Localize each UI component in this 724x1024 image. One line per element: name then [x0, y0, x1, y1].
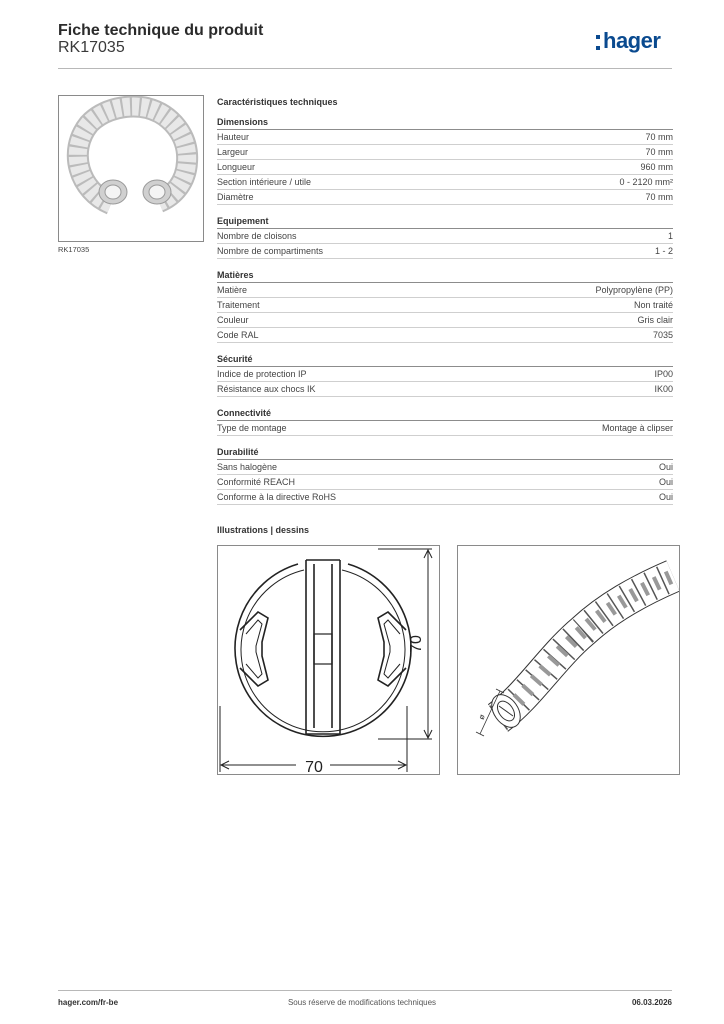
dimension-width-label: 70 [305, 759, 323, 774]
spec-value: Oui [658, 477, 673, 487]
spec-row [217, 229, 673, 244]
section-title: Durabilité [217, 445, 673, 460]
spec-row [217, 190, 673, 205]
spec-label: Couleur [217, 315, 249, 325]
spec-label: Nombre de compartiments [217, 246, 324, 256]
spec-label: Code RAL [217, 330, 259, 340]
logo-colon-icon [596, 28, 601, 55]
spec-value: Polypropylène (PP) [595, 285, 673, 295]
spec-label: Conformité REACH [217, 477, 296, 487]
spec-row [217, 175, 673, 190]
spec-row [217, 421, 673, 436]
spec-row [217, 313, 673, 328]
technical-specs [217, 97, 673, 514]
specs-title: Caractéristiques techniques [217, 97, 338, 107]
diameter-symbol-label: ø [476, 712, 487, 722]
cross-section-diagram [218, 546, 439, 774]
spec-row [217, 460, 673, 475]
spec-value: Oui [658, 492, 673, 502]
spec-value: Oui [658, 462, 673, 472]
spec-label: Matière [217, 285, 248, 295]
spec-value: Non traité [633, 300, 673, 310]
footer-date: 06.03.2026 [631, 998, 672, 1007]
spec-row [217, 475, 673, 490]
spec-row [217, 160, 673, 175]
spec-row [217, 298, 673, 313]
spec-label: Résistance aux chocs IK [217, 384, 316, 394]
spec-label: Traitement [217, 300, 260, 310]
section-title: Connectivité [217, 406, 673, 421]
isometric-drawing [457, 545, 680, 775]
spec-row [217, 382, 673, 397]
spec-row [217, 328, 673, 343]
spec-value: 1 - 2 [654, 246, 673, 256]
header-divider [58, 68, 672, 69]
spec-label: Hauteur [217, 132, 250, 142]
spec-section-matieres [217, 268, 673, 343]
section-title: Equipement [217, 214, 673, 229]
dimension-height-label: 70 [408, 635, 425, 653]
spec-value: 960 mm [640, 162, 673, 172]
spec-row [217, 244, 673, 259]
spec-section-securite [217, 352, 673, 397]
footer-disclaimer: Sous réserve de modifications techniques [287, 998, 437, 1007]
spec-row [217, 130, 673, 145]
spec-row [217, 367, 673, 382]
spec-value: 70 mm [645, 192, 673, 202]
section-title: Sécurité [217, 352, 673, 367]
spec-label: Diamètre [217, 192, 254, 202]
spec-value: 70 mm [645, 132, 673, 142]
spec-value: 0 - 2120 mm² [619, 177, 673, 187]
spec-value: 7035 [652, 330, 673, 340]
spec-row [217, 145, 673, 160]
footer-website-link[interactable]: hager.com/fr-be [58, 998, 119, 1007]
cross-section-drawing [217, 545, 440, 775]
spec-section-equipement [217, 214, 673, 259]
spec-value: IP00 [654, 369, 673, 379]
spec-value: 1 [667, 231, 673, 241]
spec-label: Longueur [217, 162, 256, 172]
product-reference: RK17035 [58, 39, 125, 56]
page-title: Fiche technique du produit [58, 22, 264, 39]
spec-value: Montage à clipser [601, 423, 673, 433]
spec-value: Gris clair [637, 315, 673, 325]
brand-logo[interactable] [596, 28, 660, 55]
spec-row [217, 283, 673, 298]
illustrations-title: Illustrations | dessins [217, 525, 310, 535]
spec-label: Section intérieure / utile [217, 177, 312, 187]
section-title: Matières [217, 268, 673, 283]
spec-label: Nombre de cloisons [217, 231, 297, 241]
spec-row [217, 490, 673, 505]
spiral-isometric-diagram [458, 546, 679, 774]
spiral-conduit-photo-icon [59, 96, 203, 241]
logo-text: hager [603, 28, 661, 53]
spec-section-durabilite [217, 445, 673, 505]
spec-section-dimensions [217, 115, 673, 205]
spec-section-connectivite [217, 406, 673, 436]
spec-label: Indice de protection IP [217, 369, 307, 379]
spec-label: Type de montage [217, 423, 287, 433]
spec-label: Largeur [217, 147, 249, 157]
spec-value: IK00 [654, 384, 673, 394]
section-title: Dimensions [217, 115, 673, 130]
spec-label: Conforme à la directive RoHS [217, 492, 337, 502]
footer-divider [58, 990, 672, 991]
spec-label: Sans halogène [217, 462, 278, 472]
product-caption: RK17035 [58, 245, 90, 254]
product-image [58, 95, 204, 242]
spec-value: 70 mm [645, 147, 673, 157]
